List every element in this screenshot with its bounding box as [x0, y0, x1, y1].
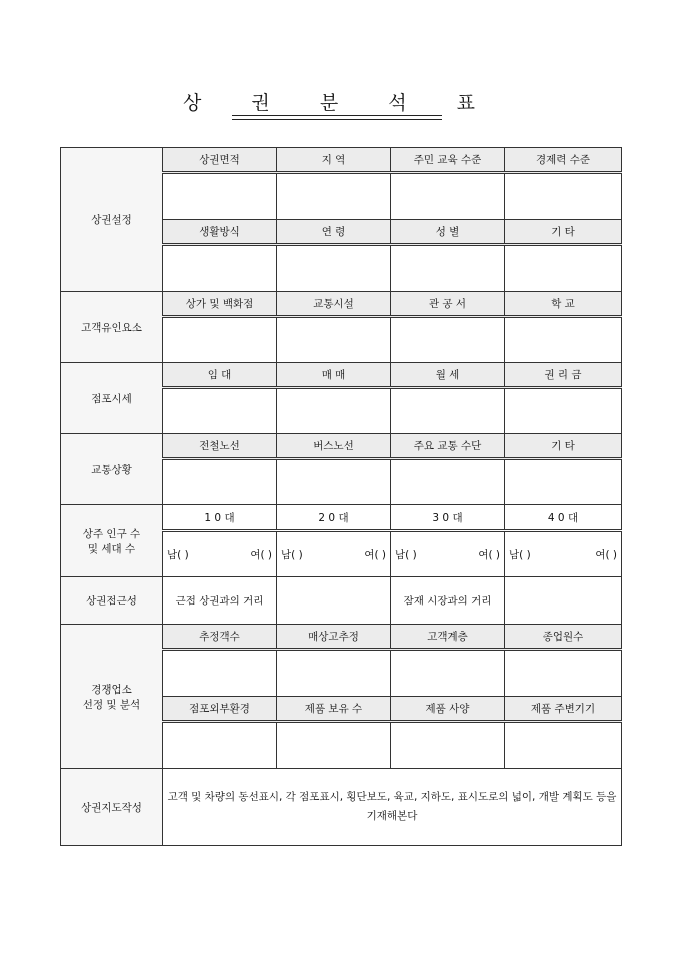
input-cell-estimated-sales[interactable]: [277, 650, 391, 697]
header-age-20s: 2 0 대: [277, 505, 391, 531]
header-public-office: 관 공 서: [391, 292, 505, 317]
header-shopping: 상가 및 백화점: [163, 292, 277, 317]
input-cell-product-spec[interactable]: [391, 722, 505, 769]
header-employee-count: 종업원수: [505, 625, 622, 650]
header-lifestyle: 생활방식: [163, 220, 277, 245]
input-cell-other[interactable]: [505, 245, 622, 292]
map-instruction-text: 고객 및 차량의 동선표시, 각 점포표시, 횡단보도, 육교, 지하도, 표시도로의 넓이, 개발 계획도 등을 기재해본다: [163, 769, 622, 846]
header-area-size: 상권면적: [163, 148, 277, 173]
header-other: 기 타: [505, 220, 622, 245]
input-cell-main-transport[interactable]: [391, 459, 505, 505]
header-region: 지 역: [277, 148, 391, 173]
input-cell-economic-level[interactable]: [505, 173, 622, 220]
header-sale: 매 매: [277, 363, 391, 388]
section-label-area-setting: 상권설정: [61, 148, 163, 292]
female-count: 여( ): [364, 548, 386, 561]
input-cell-product-count[interactable]: [277, 722, 391, 769]
input-cell-peripherals[interactable]: [505, 722, 622, 769]
title-underline-inner: [232, 119, 442, 120]
header-school: 학 교: [505, 292, 622, 317]
input-cell-transport-facility[interactable]: [277, 317, 391, 363]
header-product-spec: 제품 사양: [391, 697, 505, 722]
header-economic-level: 경제력 수준: [505, 148, 622, 173]
input-cell-sale[interactable]: [277, 388, 391, 434]
input-cell-education-level[interactable]: [391, 173, 505, 220]
header-traffic-other: 기 타: [505, 434, 622, 459]
section-label-attraction: 고객유인요소: [61, 292, 163, 363]
section-label-access: 상권접근성: [61, 577, 163, 625]
population-label-line2: 및 세대 수: [87, 542, 136, 555]
input-cell-school[interactable]: [505, 317, 622, 363]
header-age: 연 령: [277, 220, 391, 245]
input-cell-area-size[interactable]: [163, 173, 277, 220]
input-cell-region[interactable]: [277, 173, 391, 220]
header-subway: 전철노선: [163, 434, 277, 459]
competition-label-line2: 선정 및 분석: [82, 698, 141, 711]
gender-cell-40s[interactable]: [505, 531, 622, 577]
input-cell-public-office[interactable]: [391, 317, 505, 363]
section-label-store-price: 점포시세: [61, 363, 163, 434]
header-store-exterior: 점포외부환경: [163, 697, 277, 722]
page-title: 상 권 분 석 표: [183, 92, 497, 114]
input-cell-age[interactable]: [277, 245, 391, 292]
population-label-line1: 상주 인구 수: [82, 527, 141, 540]
input-cell-lease[interactable]: [163, 388, 277, 434]
analysis-form-table: [60, 147, 622, 846]
male-count: 남( ): [167, 548, 189, 561]
input-cell-monthly-rent[interactable]: [391, 388, 505, 434]
header-product-count: 제품 보유 수: [277, 697, 391, 722]
header-gender: 성 별: [391, 220, 505, 245]
header-estimated-customers: 추정객수: [163, 625, 277, 650]
male-count: 남( ): [281, 548, 303, 561]
header-lease: 임 대: [163, 363, 277, 388]
header-education-level: 주민 교육 수준: [391, 148, 505, 173]
gender-cell-20s[interactable]: [277, 531, 391, 577]
input-cell-near-distance[interactable]: [277, 577, 391, 625]
header-age-30s: 3 0 대: [391, 505, 505, 531]
header-age-40s: 4 0 대: [505, 505, 622, 531]
header-premium: 권 리 금: [505, 363, 622, 388]
competition-label-line1: 경쟁업소: [91, 683, 132, 696]
male-count: 남( ): [395, 548, 417, 561]
header-peripherals: 제품 주변기기: [505, 697, 622, 722]
section-label-competition: [61, 625, 163, 769]
male-count: 남( ): [509, 548, 531, 561]
input-cell-subway[interactable]: [163, 459, 277, 505]
input-cell-store-exterior[interactable]: [163, 722, 277, 769]
gender-cell-30s[interactable]: [391, 531, 505, 577]
header-bus: 버스노선: [277, 434, 391, 459]
section-label-map: 상권지도작성: [61, 769, 163, 846]
female-count: 여( ): [595, 548, 617, 561]
header-main-transport: 주요 교통 수단: [391, 434, 505, 459]
input-cell-lifestyle[interactable]: [163, 245, 277, 292]
near-market-distance-label: 근접 상권과의 거리: [163, 577, 277, 625]
input-cell-market-distance[interactable]: [505, 577, 622, 625]
header-transport-facility: 교통시설: [277, 292, 391, 317]
header-monthly-rent: 월 세: [391, 363, 505, 388]
input-cell-employee-count[interactable]: [505, 650, 622, 697]
header-customer-class: 고객계층: [391, 625, 505, 650]
header-estimated-sales: 매상고추정: [277, 625, 391, 650]
section-label-population: [61, 505, 163, 577]
potential-market-distance-label: 잠재 시장과의 거리: [391, 577, 505, 625]
header-age-10s: 1 0 대: [163, 505, 277, 531]
input-cell-premium[interactable]: [505, 388, 622, 434]
female-count: 여( ): [478, 548, 500, 561]
title-underline: [232, 115, 442, 116]
gender-cell-10s[interactable]: [163, 531, 277, 577]
female-count: 여( ): [250, 548, 272, 561]
input-cell-customer-class[interactable]: [391, 650, 505, 697]
section-label-traffic: 교통상황: [61, 434, 163, 505]
input-cell-shopping[interactable]: [163, 317, 277, 363]
input-cell-traffic-other[interactable]: [505, 459, 622, 505]
input-cell-bus[interactable]: [277, 459, 391, 505]
input-cell-estimated-customers[interactable]: [163, 650, 277, 697]
input-cell-gender[interactable]: [391, 245, 505, 292]
